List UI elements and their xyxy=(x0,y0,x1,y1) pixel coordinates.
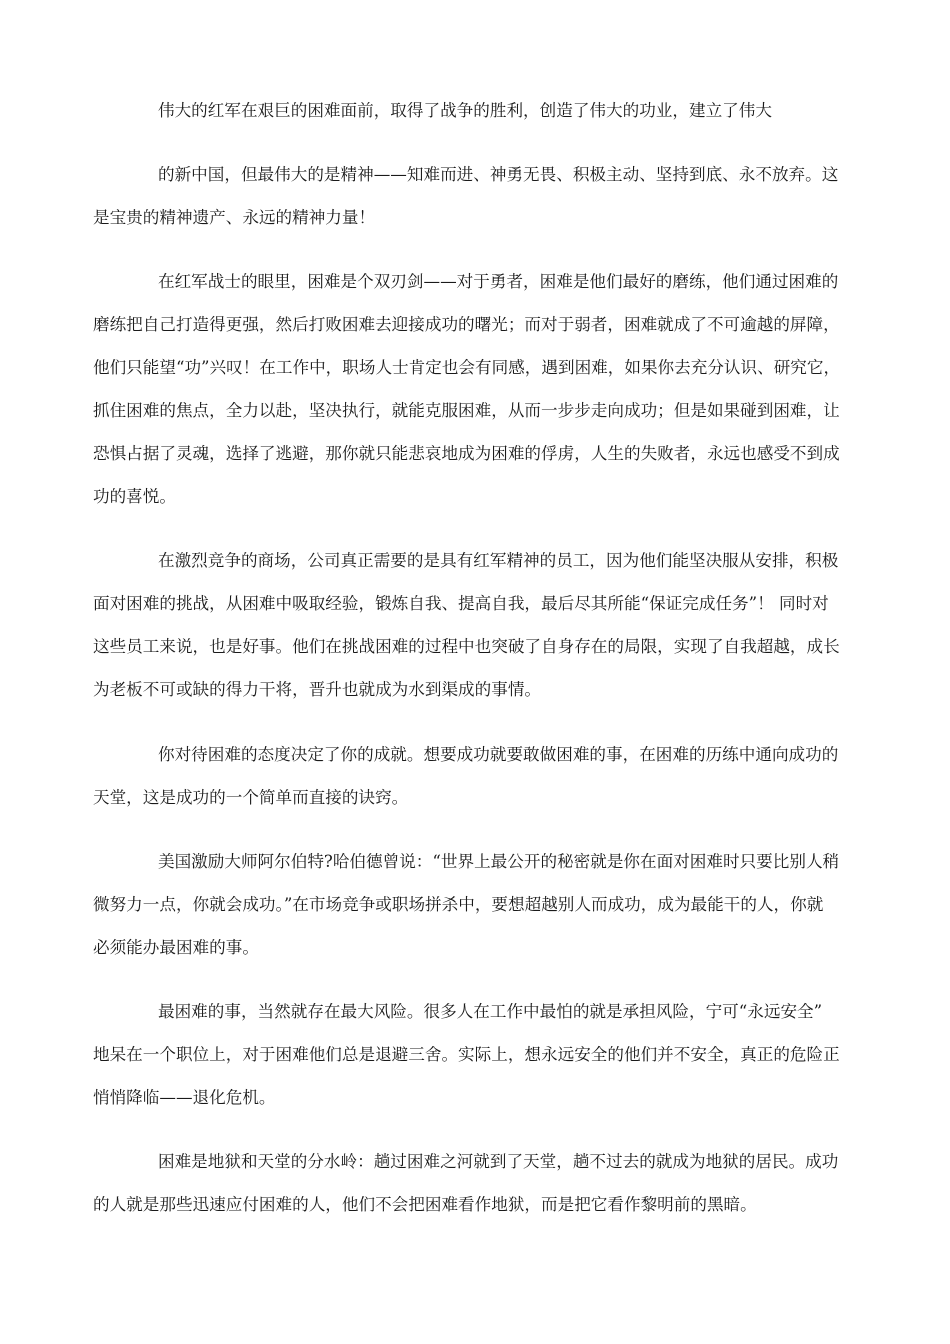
paragraph-3-line-3: 他们只能望“功”兴叹！在工作中，职场人士肯定也会有同感，遇到困难，如果你去充分认识、研究它， xyxy=(93,358,841,377)
paragraph-6-line-3: 必须能办最困难的事。 xyxy=(93,938,259,957)
paragraph-2-line-1: 的新中国，但最伟大的是精神——知难而进、神勇无畏、积极主动、坚持到底、永不放弃。这 xyxy=(158,165,839,184)
paragraph-5-line-1: 你对待困难的态度决定了你的成就。想要成功就要敢做困难的事，在困难的历练中通向成功的 xyxy=(158,745,839,764)
paragraph-4-line-1: 在激烈竞争的商场，公司真正需要的是具有红军精神的员工，因为他们能坚决服从安排，积极 xyxy=(158,551,839,570)
paragraph-3-line-1: 在红军战士的眼里，困难是个双刃剑——对于勇者，困难是他们最好的磨练，他们通过困难的 xyxy=(158,272,839,291)
paragraph-3-line-6: 功的喜悦。 xyxy=(93,487,176,506)
paragraph-7-line-3: 悄悄降临——退化危机。 xyxy=(93,1088,276,1107)
paragraph-4-line-2: 面对困难的挑战，从困难中吸取经验，锻炼自我、提高自我，最后尽其所能“保证完成任务”！ 同时对 xyxy=(93,594,829,613)
paragraph-6-line-1: 美国激励大师阿尔伯特?哈伯德曾说：“世界上最公开的秘密就是你在面对困难时只要比别人稍 xyxy=(158,852,840,871)
paragraph-8-line-1: 困难是地狱和天堂的分水岭：趟过困难之河就到了天堂，趟不过去的就成为地狱的居民。成功 xyxy=(158,1152,839,1171)
paragraph-7-line-2: 地呆在一个职位上，对于困难他们总是退避三舍。实际上，想永远安全的他们并不安全，真正的危险正 xyxy=(93,1045,840,1064)
paragraph-2-line-2: 是宝贵的精神遗产、永远的精神力量！ xyxy=(93,208,376,227)
paragraph-6-line-2: 微努力一点，你就会成功。”在市场竞争或职场拼杀中，要想超越别人而成功，成为最能干的人，你就 xyxy=(93,895,824,914)
paragraph-5-line-2: 天堂，这是成功的一个简单而直接的诀窍。 xyxy=(93,788,409,807)
paragraph-3-line-4: 抓住困难的焦点，全力以赴，坚决执行，就能克服困难，从而一步步走向成功；但是如果碰到困难，让 xyxy=(93,401,840,420)
paragraph-4-line-4: 为老板不可或缺的得力干将，晋升也就成为水到渠成的事情。 xyxy=(93,680,542,699)
paragraph-3-line-2: 磨练把自己打造得更强，然后打败困难去迎接成功的曙光；而对于弱者，困难就成了不可逾越的屏障， xyxy=(93,315,840,334)
paragraph-7-line-1: 最困难的事，当然就存在最大风险。很多人在工作中最怕的就是承担风险，宁可“永远安全” xyxy=(158,1002,823,1021)
paragraph-4-line-3: 这些员工来说，也是好事。他们在挑战困难的过程中也突破了自身存在的局限，实现了自我超越，成长 xyxy=(93,637,840,656)
paragraph-1-line-1: 伟大的红军在艰巨的困难面前，取得了战争的胜利，创造了伟大的功业，建立了伟大 xyxy=(158,101,772,120)
paragraph-8-line-2: 的人就是那些迅速应付困难的人，他们不会把困难看作地狱，而是把它看作黎明前的黑暗。 xyxy=(93,1195,757,1214)
paragraph-3-line-5: 恐惧占据了灵魂，选择了逃避，那你就只能悲哀地成为困难的俘虏，人生的失败者，永远也感受不到成 xyxy=(93,444,840,463)
